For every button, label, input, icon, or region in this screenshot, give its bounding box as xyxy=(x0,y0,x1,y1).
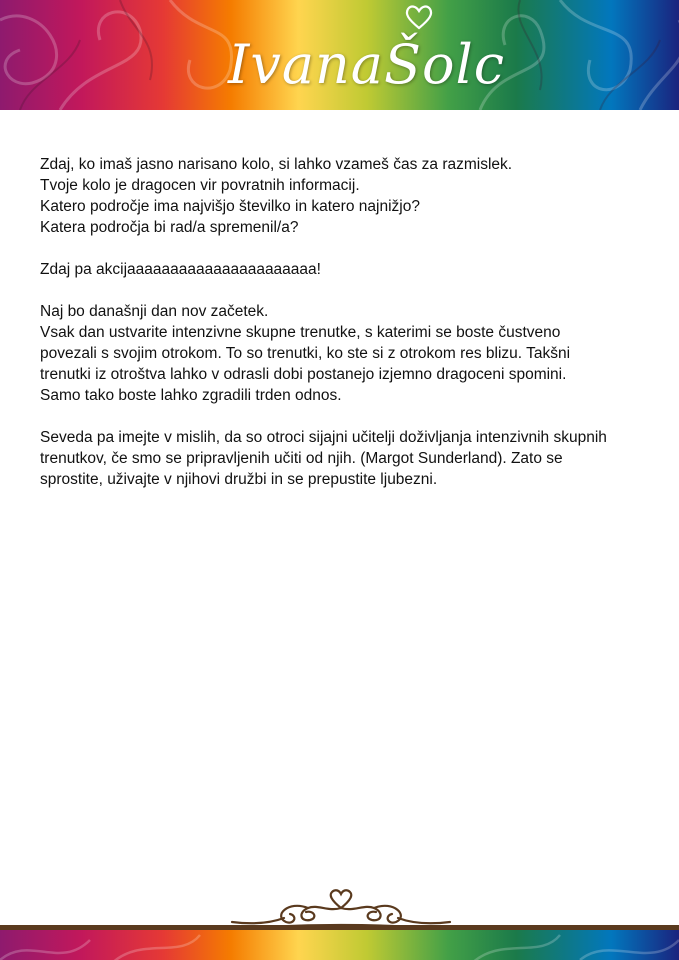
text-line: Zdaj, ko imaš jasno narisano kolo, si lahko vzameš čas za razmislek. xyxy=(40,156,513,173)
footer-banner xyxy=(0,925,679,960)
text-line: Katera področja bi rad/a spremenil/a? xyxy=(40,219,299,236)
paragraph-action xyxy=(40,259,650,280)
paragraph-reflection xyxy=(40,154,650,238)
paragraph-new-beginning xyxy=(40,301,650,406)
brand-logo: IvanaŠolc xyxy=(228,33,506,96)
text-line: Zdaj pa akcijaaaaaaaaaaaaaaaaaaaaaa! xyxy=(40,261,321,278)
paragraph-quote xyxy=(40,427,650,490)
text-line: sprostite, uživajte v njihovi družbi in se prepustite ljubezni. xyxy=(40,471,438,488)
text-line: Naj bo današnji dan nov začetek. xyxy=(40,303,269,320)
text-line: Katero področje ima najvišjo številko in katero najnižjo? xyxy=(40,198,420,215)
letter-body xyxy=(40,154,650,511)
text-line: Samo tako boste lahko zgradili trden odnos. xyxy=(40,387,342,404)
text-line: povezali s svojim otrokom. To so trenutki, ko ste si z otrokom res blizu. Takšni xyxy=(40,345,571,362)
heart-icon xyxy=(404,4,434,30)
swirl-pattern-decoration xyxy=(0,930,679,960)
text-line: trenutki iz otroštva lahko v odrasli dobi postanejo izjemno dragoceni spomini. xyxy=(40,366,567,383)
header-banner xyxy=(0,0,679,110)
text-line: Tvoje kolo je dragocen vir povratnih informacij. xyxy=(40,177,360,194)
text-line: trenutkov, če smo se pripravljenih učiti od njih. (Margot Sunderland). Zato se xyxy=(40,450,563,467)
text-line: Vsak dan ustvarite intenzivne skupne trenutke, s katerimi se boste čustveno xyxy=(40,324,561,341)
text-line: Seveda pa imejte v mislih, da so otroci sijajni učitelji doživljanja intenzivnih skupnih xyxy=(40,429,607,446)
